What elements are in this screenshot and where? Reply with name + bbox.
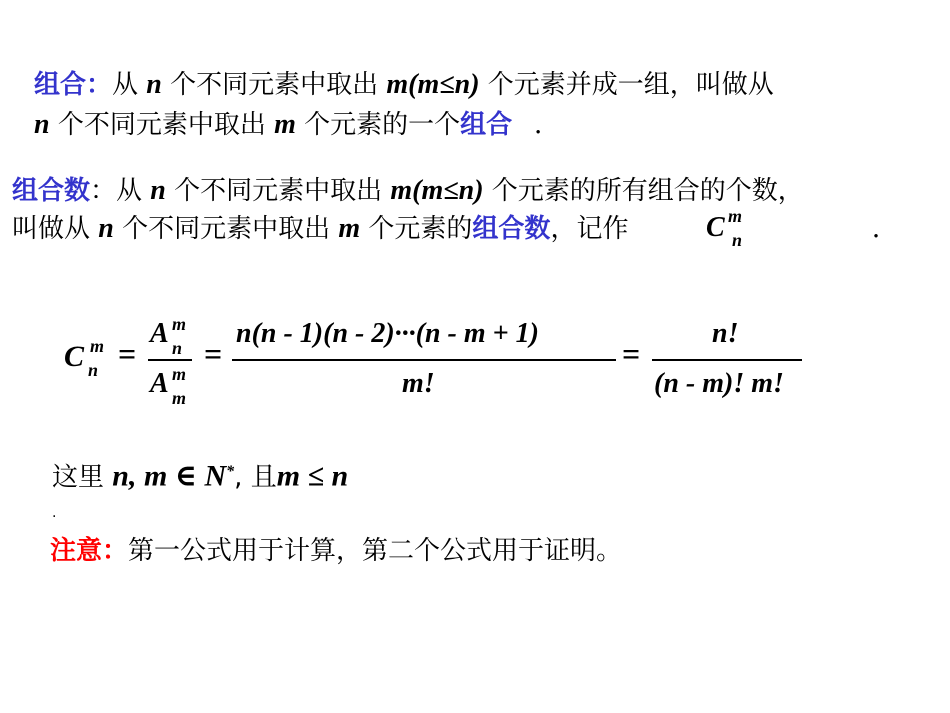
notation-sub: n [732,230,743,250]
equals-3: = [622,336,641,372]
fraction-bar-2 [232,359,616,361]
definition-combination-line2: n 个不同元素中取出 m 个元素的一个组合 ． [34,109,561,140]
condition-line: 这里 n, m ∈ N*, 且m ≤ n [52,459,349,493]
definition-combination-line1: 组合：从 n 个不同元素中取出 m(m≤n) 个元素并成一组，叫做从 [34,69,774,100]
notation-sup: m [728,206,743,226]
term-combination-number: 组合数 [12,176,91,206]
small-dot: . [52,505,57,521]
fraction-bar-3 [652,359,802,361]
note-line [50,534,622,568]
term-combination-number-end: 组合数 [472,214,551,244]
formula-lhs: C [64,340,85,373]
definition-combination-number-line2: 叫做从 n 个不同元素中取出 m 个元素的组合数，记作 [12,213,629,244]
formula-denominator-2: m! [402,368,435,399]
formula-denominator-3: (n - m)! m! [654,368,784,399]
term-combination-end: 组合 [460,110,513,140]
definition2-period: ． [872,214,899,244]
equals-1: = [118,336,137,372]
note-label: 注意： [50,536,129,566]
equals-2: = [204,336,223,372]
notation-symbol: C [706,212,725,243]
formula-numerator-2: n(n - 1)(n - 2)···(n - m + 1) [236,318,539,349]
fraction-bar-1 [148,359,192,361]
note-text: 第一公式用于计算，第二个公式用于证明。 [128,536,623,566]
definition-combination-number-line1: 组合数：从 n 个不同元素中取出 m(m≤n) 个元素的所有组合的个数， [12,175,804,206]
term-combination: 组合： [34,70,113,100]
formula-numerator-3: n! [712,318,739,349]
